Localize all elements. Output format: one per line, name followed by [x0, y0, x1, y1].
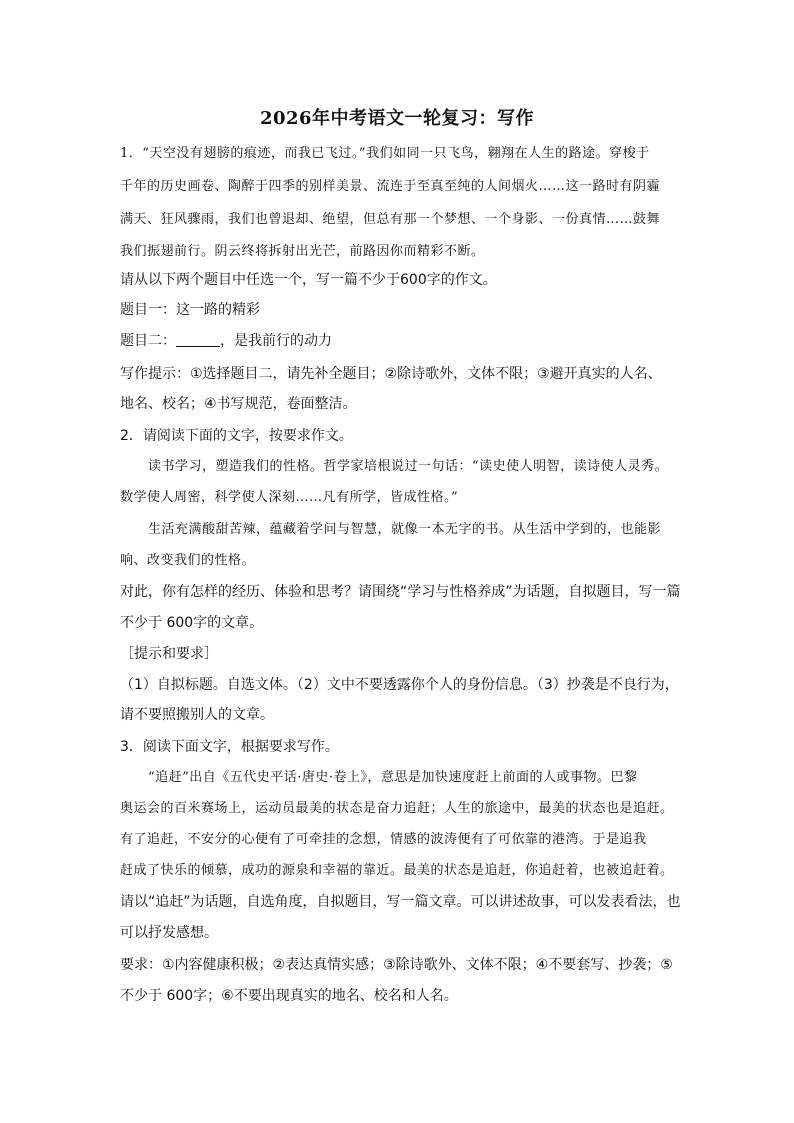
- q2-task-line: 不少于 600字的文章。: [120, 615, 264, 631]
- q1-instruction: 请从以下两个题目中任选一个，写一篇不少于600字的作文。: [120, 272, 497, 288]
- q3-requirements-line: 要求：①内容健康积极；②表达真情实感；③除诗歌外、文体不限；④不要套写、抄袭；⑤: [120, 957, 673, 973]
- q2-heading: 2．请阅读下面的文字，按要求作文。: [120, 428, 353, 444]
- q2-passage-line: 响、改变我们的性格。: [120, 553, 256, 568]
- q3-heading: 3．阅读下面文字，根据要求写作。: [120, 739, 339, 755]
- topic-2-suffix: ，是我前行的动力: [220, 333, 332, 349]
- q1-prompt-line: 千年的历史画卷、陶醉于四季的别样美景、流连于至真至纯的人间烟火……这一路时有阴霾: [120, 179, 661, 194]
- q2-passage-line: 生活充满酸甜苦辣，蕴藏着学问与智慧，就像一本无字的书。从生活中学到的，也能影: [148, 522, 662, 537]
- q3-passage-line: 有了追赶，不安分的心便有了可牵挂的念想，情感的波涛便有了可依靠的港湾。于是追我: [120, 832, 647, 847]
- q3-task-line: 请以“追赶”为话题，自选角度，自拟题目，写一篇文章。可以讲述故事，可以发表看法，也: [120, 894, 681, 910]
- q3-passage-line: “追赶”出自《五代史平话·唐史·卷上》，意思是加快速度赶上前面的人或事物。巴黎: [148, 770, 638, 785]
- q1-topic-1: 题目一：这一路的精彩: [120, 302, 260, 318]
- q2-requirements-line: 请不要照搬别人的文章。: [120, 707, 274, 723]
- topic-2-prefix: 题目二：: [120, 333, 176, 349]
- q2-requirements-heading: ［提示和要求］: [120, 646, 218, 662]
- page-title: 2026年中考语文一轮复习：写作: [259, 108, 535, 129]
- q3-passage-line: 奥运会的百米赛场上，运动员最美的状态是奋力追赶；人生的旅途中，最美的状态也是追赶。: [120, 801, 674, 816]
- q1-topic-2: [120, 331, 332, 351]
- q3-requirements-line: 不少于 600字；⑥不要出现真实的地名、校名和人名。: [120, 988, 458, 1004]
- fill-in-blank: [176, 332, 220, 347]
- q1-tips-line: 写作提示：①选择题目二，请先补全题目；②除诗歌外，文体不限；③避开真实的人名、: [120, 366, 662, 382]
- q2-passage-line: 读书学习，塑造我们的性格。哲学家培根说过一句话：“读史使人明智，读诗使人灵秀。: [148, 459, 669, 474]
- q3-task-line: 可以抒发感想。: [120, 925, 218, 941]
- q1-prompt-line: 1．“天空没有翅膀的痕迹，而我已飞过。”我们如同一只飞鸟，翱翔在人生的路途。穿梭于: [120, 146, 650, 161]
- q2-requirements-line: （1）自拟标题。自选文体。（2）文中不要透露你个人的身份信息。（3）抄袭是不良行为，: [120, 677, 679, 693]
- q1-tips-line: 地名、校名；④书写规范，卷面整洁。: [120, 396, 357, 412]
- q1-prompt-line: 满天、狂风骤雨，我们也曾退却、绝望，但总有那一个梦想、一个身影、一份真情……鼓舞: [120, 212, 661, 227]
- q2-passage-line: 数学使人周密，科学使人深刻……凡有所学，皆成性格。”: [120, 490, 459, 505]
- q3-passage-line: 赶成了快乐的倾慕，成功的源泉和幸福的靠近。最美的状态是追赶，你追赶着，也被追赶着。: [120, 863, 674, 878]
- q2-task-line: 对此，你有怎样的经历、体验和思考？请围绕“学习与性格养成”为话题，自拟题目，写一篇: [120, 584, 681, 600]
- q1-prompt-line: 我们振翅前行。阴云终将拆射出光芒，前路因你而精彩不断。: [120, 244, 485, 259]
